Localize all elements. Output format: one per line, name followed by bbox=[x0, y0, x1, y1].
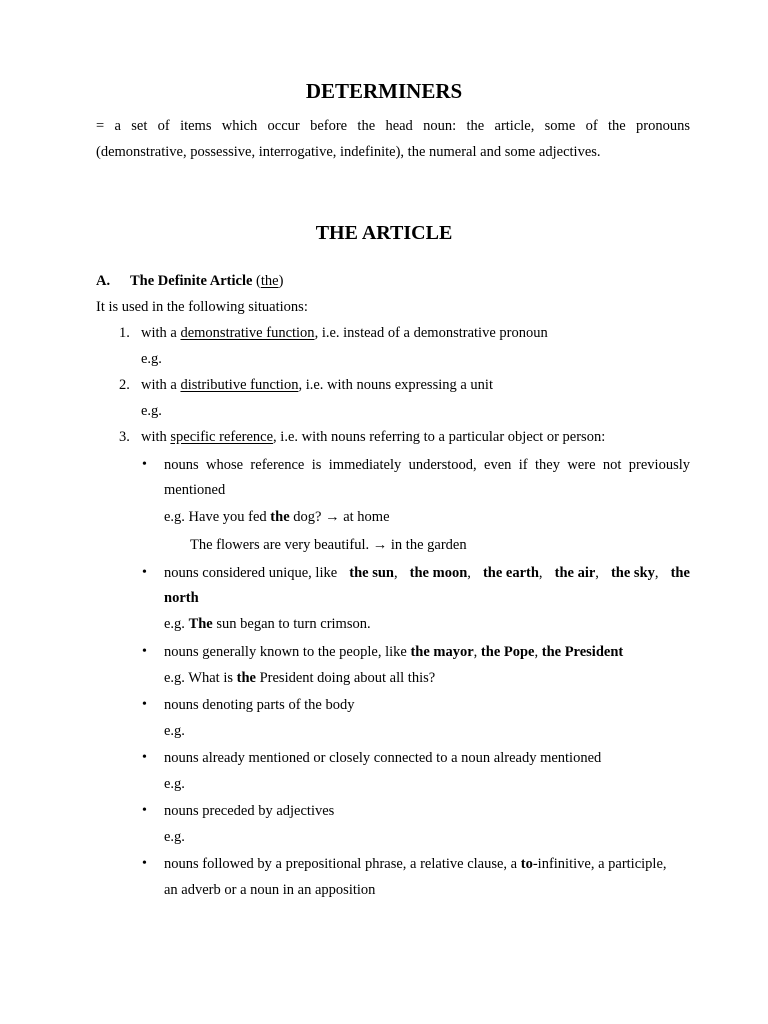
subsection-name: The Definite Article bbox=[130, 273, 253, 289]
known-term: the mayor bbox=[410, 644, 474, 660]
bullet-6-line: nouns preceded by adjectives bbox=[164, 803, 335, 819]
unique-term: the bbox=[670, 565, 690, 581]
example-bold: the bbox=[270, 509, 290, 525]
example-label: e.g. bbox=[141, 351, 162, 367]
bullet-icon: • bbox=[142, 803, 147, 818]
example-bold: The bbox=[188, 616, 213, 632]
bullet-7-bold: to bbox=[520, 856, 533, 872]
unique-term: the sky bbox=[610, 565, 655, 581]
unique-term: the moon bbox=[409, 565, 468, 581]
list-item bbox=[141, 378, 493, 393]
paren-close: ) bbox=[278, 273, 284, 289]
definition-line-2: (demonstrative, possessive, interrogative, indefinite), the numeral and some adjectives. bbox=[96, 144, 601, 160]
list-item-number: 1. bbox=[119, 325, 130, 341]
bullet-1-line-2: mentioned bbox=[164, 482, 226, 498]
list-item-post: , i.e. instead of a demonstrative pronoun bbox=[314, 325, 548, 341]
bullet-7-pre: nouns followed by a prepositional phrase, a relative clause, a bbox=[164, 856, 518, 872]
list-item-term: specific reference bbox=[170, 429, 274, 445]
bullet-3-line-1: nouns generally known to the people, like the mayor, the Pope, the President bbox=[164, 644, 624, 660]
unique-term: the air bbox=[554, 565, 596, 581]
list-item-number: 3. bbox=[119, 429, 130, 445]
bullet-7-post: -infinitive, a participle, bbox=[532, 856, 667, 872]
list-item bbox=[141, 326, 548, 341]
bullet-2-line-2: north bbox=[164, 590, 199, 606]
bullet-1-line-1: nouns whose reference is immediately understood, even if they were not previously bbox=[164, 457, 690, 473]
example-label: e.g. bbox=[164, 776, 185, 792]
bullet-7-line-1 bbox=[164, 857, 667, 872]
subsection-heading bbox=[96, 274, 110, 289]
bullet-1-example-2: The flowers are very beautiful. → in the garden bbox=[190, 537, 467, 553]
definition-line-1: = a set of items which occur before the head noun: the article, some of the pronouns bbox=[96, 118, 690, 134]
bullet-4-line: nouns denoting parts of the body bbox=[164, 697, 355, 713]
example-label: e.g. bbox=[164, 723, 185, 739]
bullet-2-line-1: nouns considered unique, like the sun, the moon, the earth, the air, the sky, the bbox=[164, 565, 690, 581]
paren-open: ( bbox=[256, 273, 261, 289]
subsection-title bbox=[130, 274, 283, 289]
example-text: dog? → at home bbox=[293, 509, 390, 525]
intro-text: It is used in the following situations: bbox=[96, 299, 308, 315]
bullet-1-example-1 bbox=[164, 510, 390, 525]
unique-term: the sun bbox=[349, 565, 394, 581]
bullet-icon: • bbox=[142, 697, 147, 712]
known-term: the President bbox=[541, 644, 624, 660]
example-text: sun began to turn crimson. bbox=[216, 616, 371, 632]
bullet-icon: • bbox=[142, 565, 147, 580]
bullet-2-pre: nouns considered unique, like bbox=[164, 565, 338, 581]
bullet-icon: • bbox=[142, 457, 147, 472]
bullet-3-example bbox=[164, 671, 435, 686]
list-item-post: , i.e. with nouns referring to a particular object or person: bbox=[273, 429, 606, 445]
list-item-term: demonstrative function bbox=[180, 325, 315, 341]
known-term: the Pope bbox=[480, 644, 535, 660]
subsection-letter: A. bbox=[96, 273, 111, 289]
example-text: e.g. What is bbox=[164, 670, 233, 686]
example-text: e.g. bbox=[164, 616, 185, 632]
bullet-3-pre: nouns generally known to the people, like bbox=[164, 644, 407, 660]
bullet-icon: • bbox=[142, 750, 147, 765]
list-item bbox=[141, 430, 605, 445]
list-item-pre: with a bbox=[141, 377, 177, 393]
page-title: DETERMINERS bbox=[305, 79, 463, 103]
bullet-7-line-2: an adverb or a noun in an apposition bbox=[164, 882, 376, 898]
bullet-2-example bbox=[164, 617, 371, 632]
list-item-number: 2. bbox=[119, 377, 130, 393]
bullet-icon: • bbox=[142, 644, 147, 659]
list-item-pre: with a bbox=[141, 325, 177, 341]
example-text: e.g. Have you fed bbox=[164, 509, 267, 525]
bullet-5-line: nouns already mentioned or closely connected to a noun already mentioned bbox=[164, 750, 602, 766]
bullet-icon: • bbox=[142, 856, 147, 871]
unique-term: the earth bbox=[482, 565, 539, 581]
section-title: THE ARTICLE bbox=[315, 222, 453, 244]
subsection-word: the bbox=[260, 273, 279, 289]
example-label: e.g. bbox=[141, 403, 162, 419]
list-item-term: distributive function bbox=[180, 377, 299, 393]
example-bold: the bbox=[236, 670, 256, 686]
example-label: e.g. bbox=[164, 829, 185, 845]
list-item-post: , i.e. with nouns expressing a unit bbox=[298, 377, 493, 393]
list-item-pre: with bbox=[141, 429, 167, 445]
example-text: President doing about all this? bbox=[259, 670, 436, 686]
